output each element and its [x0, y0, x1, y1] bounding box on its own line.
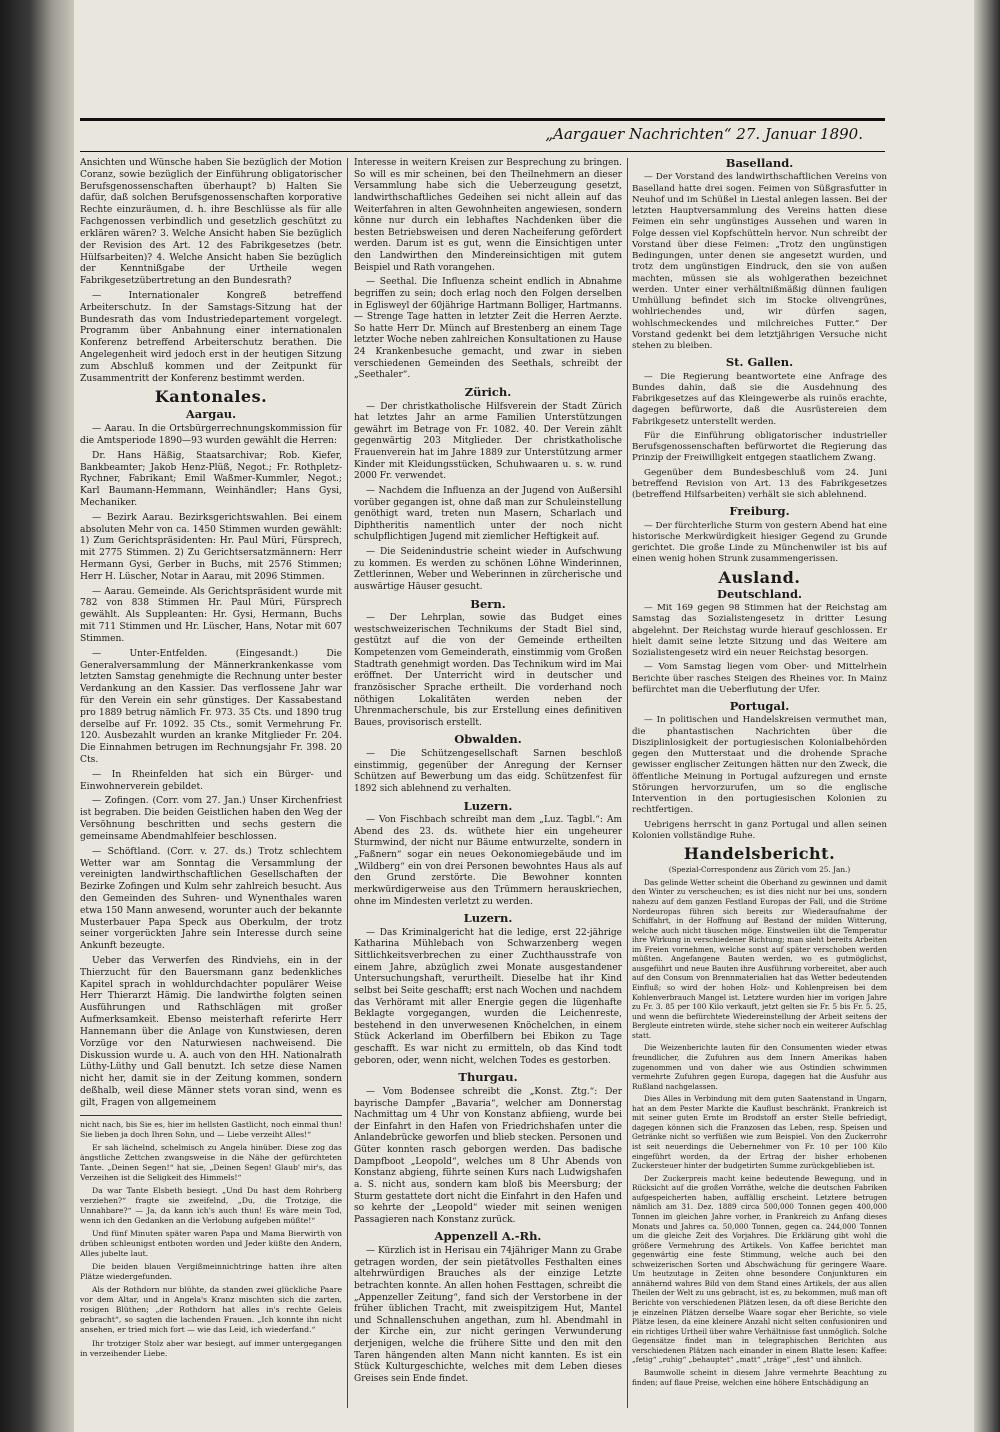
feuilleton-paragraph: Die beiden blauen Vergißmeinnichtringe hatten ihre alten Plätze wiedergefunden.	[80, 1262, 342, 1282]
paragraph: — Internationaler Kongreß betreffend Arbeiterschutz. In der Samstags-Sitzung hat der Bundesrath das vom Industriedepartement vorgelegt. Programm über Anbahnung einer internationalen Konferenz betreffend Arbeiterschutz berathen. Die Angelegenheit wird jedoch erst in der heutigen Sitzung zum Abschluß kommen und der Zeitpunkt für Zusammentritt der Konferenz bestimmt werden.	[80, 290, 342, 384]
feuilleton-paragraph: Als der Rothdorn nur blühte, da standen zwei glückliche Paare vor dem Altar, und in Angela's Kranz mischten sich die zarten, rosigen Blüthen; „der Rothdorn hat alles in's rechte Geleis gebracht“, so sagten die lachenden Frauen. „Ich konnte ihn nicht ansehen, er tried mich fort — wie das Leid, ich wiederfand.“	[80, 1285, 342, 1335]
paragraph: — In Rheinfelden hat sich ein Bürger- und Einwohnerverein gebildet.	[80, 769, 342, 792]
subheading-obwalden: Obwalden.	[454, 732, 522, 747]
subheading-appenzell: Appenzell A.-Rh.	[434, 1229, 542, 1244]
column-1	[80, 158, 342, 1362]
paragraph: — Die Seidenindustrie scheint wieder in Aufschwung zu kommen. Es werden zu schönen Löhne Winderinnen, Zettlerinnen, Weber und Weberinnen in zürcherische und auswärtige Häuser gesucht.	[354, 547, 622, 592]
paragraph: Interesse in weitern Kreisen zur Besprechung zu bringen. So will es mir scheinen, bei den Theilnehmern an dieser Versammlung habe sich die Ueberzeugung gesetzt, landwirthschaftliches Gedeihen sei nicht allein auf das Weiterfahren in alten Gewohnheiten angewiesen, sondern könne nur durch ein lebhaftes Nachdenken über die besten Betriebsweisen und deren Nacheiferung gefördert werden. Darum ist es gut, wenn die Einsichtigen unter den Landwirthen den Mindereinsichtigen mit gutem Beispiel und Rath vorangehen.	[354, 158, 622, 273]
subheading-aargau: Aargau.	[185, 407, 237, 422]
running-head	[80, 118, 885, 152]
paragraph: — Der fürchterliche Sturm von gestern Abend hat eine historische Merkwürdigkeit hiesiger Gegend zu Grunde gerichtet. Die große Linde zu Münchenwiler ist bis auf einen wenig hohen Strunk zusammengerissen.	[632, 520, 887, 565]
paragraph: Uebrigens herrscht in ganz Portugal und allen seinen Kolonien vollständige Ruhe.	[632, 819, 887, 841]
correspondence-note: (Spezial-Correspondenz aus Zürich vom 25. Jan.)	[668, 865, 851, 875]
paragraph: Ansichten und Wünsche haben Sie bezüglich der Motion Coranz, sowie bezüglich der Einführung obligatorischer Berufsgenossenschaften überhaupt? b) Halten Sie dafür, daß solchen Berufsgenossenschaften korporative Rechte einzuräumen, d. h. ihre Beschlüsse als für alle Fachgenossen verbindlich und gesetzlich geschützt zu erklären wären? 3. Welche Ansicht haben Sie bezüglich der Revision des Art. 12 des Fabrikgesetzes (betr. Hülfsarbeiten)? 4. Welche Ansicht haben Sie bezüglich der Kenntnißgabe der Urtheile wegen Fabrikgesetzübertretung an den Bundesrath?	[80, 158, 342, 287]
subheading-baselland: Baselland.	[725, 158, 794, 170]
paragraph: — Aarau. In die Ortsbürgerrechnungskommission für die Amtsperiode 1890—93 wurden gewählt die Herren:	[80, 424, 342, 446]
column-rule-1	[347, 158, 348, 1408]
subheading-thurgau: Thurgau.	[458, 1070, 518, 1085]
paragraph: — Mit 169 gegen 98 Stimmen hat der Reichstag am Samstag das Sozialistengesetz in dritter Lesung abgelehnt. Der Reichstag wurde hierauf geschlossen. Er hielt damit seine letzte Sitzung und das Weitere am Sozialistengesetz wird ein neuer Reichstag besorgen.	[632, 603, 887, 658]
column-rule-2	[627, 158, 628, 1408]
feuilleton-paragraph: Er sah lächelnd, schelmisch zu Angela hinüber. Diese zog das ängstliche Zettchen zwangsweise in die Nähe der gefürchteten Tante. „Deinen Segen!“ hat sie, „Deinen Segen! Glaub' mir's, das Verzeihen ist die Seligkeit des Himmels!“	[80, 1142, 342, 1182]
subheading-bern: Bern.	[470, 596, 506, 611]
feuilleton	[80, 1120, 342, 1359]
column-2	[354, 158, 622, 1389]
section-heading-kantonales: Kantonales.	[154, 387, 268, 407]
paragraph: Ueber das Verwerfen des Rindviehs, ein in der Thierzucht für den Bauersmann ganz bedenkliches Kapitel sprach in wohldurchdachter populärer Weise Herr Thierarzt Hämig. Die landwirthe folgten seinen Ausführungen und Rathschlägen mit großer Aufmerksamkeit. Ebenso meisterhaft referirte Herr Hannemann über die Anlage von Kunstwiesen, deren Vorzüge vor den Naturwiesen nachweisend. Die Diskussion wurde u. A. auch von den HH. Nationalrath Lüthy-Lüthy und Gall benutzt. Ich setze diese Namen nicht her, damit sie in der Zeitung kommen, sondern deßhalb, weil diese Männer stets voran sind, wenn es gilt, Fragen von allgemeinem	[80, 956, 342, 1108]
scan-left-edge	[0, 0, 74, 1432]
paragraph: — Schöftland. (Corr. v. 27. ds.) Trotz schlechtem Wetter war am Sonntag die Versammlung der vereinigten landwirthschaftlichen Gesellschaften der Bezirke Zofingen und Kulm sehr zahlreich besucht. Aus den Gemeinden des Suhren- und Wynenthales waren etwa 150 Mann anwesend, worunter auch der bekannte Musterbauer Papa Speck aus Oberkulm, der trotz seiner vorgerückten Jahre sein Interesse durch seine Ankunft bezeugte.	[80, 846, 342, 952]
feuilleton-paragraph: Ihr trotziger Stolz aber war besiegt, auf immer untergegangen in verzeihender Liebe.	[80, 1338, 342, 1358]
paragraph: — Vom Bodensee schreibt die „Konst. Ztg.“: Der bayrische Dampfer „Bavaria“, welcher am Donnerstag Nachmittag um 4 Uhr von Konstanz abfiieng, wurde bei der Einfahrt in den Hafen von Friedrichshafen unter die Anlandebrücke geworfen und blieb stecken. Personen und Güter konnten rasch geborgen werden. Das badische Dampfboot „Leopold“, welches um 8 Uhr Abends von Konstanz abgieng, führte seinen Kurs nach Ludwigshafen a. S. nicht aus, sondern kam bloß bis Meersburg; der Sturm gestattete dort nicht die Einfahrt in den Hafen und so kehrte der „Leopold“ wieder mit seinen wenigen Passagieren nach Konstanz zurück.	[354, 1086, 622, 1225]
scan-right-edge	[974, 0, 1000, 1432]
paragraph: Dr. Hans Häßig, Staatsarchivar; Rob. Kiefer, Bankbeamter; Jakob Henz-Plüß, Negot.; Fr. Rothpletz-Rychner, Fabrikant; Emil Waßmer-Kummler, Negot.; Karl Baumann-Hemmann, Weinhändler; Hans Gysi, Mechaniker.	[80, 450, 342, 508]
paragraph: — Zofingen. (Corr. vom 27. Jan.) Unser Kirchenfriest ist begraben. Die beiden Geistlichen haben den Weg der Versöhnung beschritten und sechs gestern die gemeinsame Abendmahlfeier beschlossen.	[80, 796, 342, 842]
paragraph: — Kürzlich ist in Herisau ein 74jähriger Mann zu Grabe getragen worden, der sein pietätvolles Festhalten eines altehrwürdigen Brauches als der einzige Letzte betrachten konnte. An allen hohen Festtagen, schreibt die „Appenzeller Zeitung“, fand sich der Verstorbene in der früher üblichen Tracht, mit zweispitzigem Hut, Mantel und Schnallenschuhen angethan, zum hl. Abendmahl in der Kirche ein, zur nicht geringen Verwunderung derjenigen, welche die frühere Sitte und den mit den Taren hängenden alten Mann nicht kannten. Es ist ein Stück Kulturgeschichte, welches mit dem Leben dieses Greises sein Ende findet.	[354, 1246, 622, 1384]
paragraph: — Aarau. Gemeinde. Als Gerichtspräsident wurde mit 782 von 838 Stimmen Hr. Paul Müri, Fürsprech gewählt. Als Suppleanten: Hr. Gysi, Hermann, Buchs mit 711 Stimmen und Hr. Lüscher, Hans, Notar mit 607 Stimmen.	[80, 586, 342, 644]
feuilleton-separator	[80, 1115, 342, 1116]
paragraph: Baumwolle scheint in diesem Jahre vermehrte Beachtung zu finden; auf flaue Preise, welchen eine höhere Entschädigung an	[632, 1367, 887, 1387]
feuilleton-paragraph: Da war Tante Elsbeth besiegt. „Und Du hast dem Rohrberg verziehen?“ fragte sie zweifelnd, „Du, die Trotzige, die Unnahbare?“ — Ja, da kann ich's auch thun! Es wäre mein Tod, wenn ich den Gedanken an die Verlobung aufgeben müßte!“	[80, 1185, 342, 1225]
paragraph: — Der christkatholische Hilfsverein der Stadt Zürich hat letztes Jahr an arme Familien Unterstützungen gewährt im Betrage von Fr. 1082. 40. Der Verein zählt gegenwärtig 203 Mitglieder. Der christkatholische Frauenverein hat im Jahre 1889 zur Unterstützung armer Kinder mit Kleidungsstücken, Schuhwaaren u. s. w. rund 2000 Fr. verwendet.	[354, 401, 622, 482]
feuilleton-paragraph: nicht nach, bis Sie es, hier im hellsten Gastlicht, noch einmal thun! Sie lieben ja doch Ihren Sohn, und — Liebe verzeiht Alles!“	[80, 1119, 342, 1139]
section-heading-ausland: Ausland.	[718, 567, 801, 587]
section-heading-handelsbericht: Handelsbericht.	[683, 844, 836, 863]
paragraph: — Seethal. Die Influenza scheint endlich in Abnahme begriffen zu sein; doch erlag noch den Folgen derselben in Eglisweyl der 60jährige Hartmann Bolliger, Hartmanns. — Strenge Tage hatten in letzter Zeit die Herren Aerzte. So hatte Herr Dr. Münch auf Brestenberg an einem Tage letzter Woche neben zahlreichen Konsultationen zu Hause 24 Krankenbesuche gemacht, und zwar in sieben verschiedenen Gemeinden des Seethals, schreibt der „Seethaler“.	[354, 277, 622, 381]
handelsbericht-body	[632, 865, 887, 1387]
paragraph: — Der Lehrplan, sowie das Budget eines westschweizerischen Technikums der Stadt Biel sind, gestützt auf die von der Gemeinde ertheilten Kompetenzen vom Gemeinderath, einstimmig vom Großen Stadtrath genehmigt worden. Das Technikum wird im Mai eröffnet. Der Unterricht wird in deutscher und französischer Sprache ertheilt. Die vorderhand noch nöthigen Lokalitäten werden neben der Uhrenmacherschule, bis zur Erstellung eines definitiven Baues, provisorisch erstellt.	[354, 613, 622, 728]
paragraph: — Die Regierung beantwortete eine Anfrage des Bundes dahin, daß sie die Ausdehnung des Fabrikgesetzes auf das Kleingewerbe als ruinös erachte, dagegen befürworte, daß die Ausrüstereien dem Fabrikgesetz unterstellt werden.	[632, 371, 887, 427]
paragraph: — In politischen und Handelskreisen vermuthet man, die phantastischen Nachrichten über die Disziplinlosigkeit der portugiesischen Kolonialbehörden gegen den Mutterstaat und die drohende Sprache gewisser englischer Zeitungen hätten nur den Zweck, die öffentliche Meinung in Portugal aufzuregen und ernste Störungen hervorzurufen, um so die englische Intervention in den portugiesischen Kolonien zu rechtfertigen.	[632, 715, 887, 816]
feuilleton-paragraph: Und fünf Minuten später waren Papa und Mama Bierwirth von drüben schleunigst entboten worden und Jeder küßte den Andern, Alles jubelte laut.	[80, 1229, 342, 1259]
paragraph: — Nachdem die Influenza an der Jugend von Außersihl vorüber gegangen ist, ohne daß man zur Schuleinstellung genöthigt ward, treten nun Masern, Scharlach und Diphtheritis namentlich unter der noch nicht schulpflichtigen Jugend mit ziemlicher Heftigkeit auf.	[354, 485, 622, 543]
subheading-deutschland: Deutschland.	[716, 586, 803, 601]
paragraph: Gegenüber dem Bundesbeschluß vom 24. Juni betreffend Revision von Art. 13 des Fabrikgesetzes (betreffend Hilfsarbeiten) verhält sie sich ablehnend.	[632, 467, 887, 500]
subheading-zuerich: Zürich.	[464, 384, 512, 399]
paragraph: Dies Alles in Verbindung mit dem guten Saatenstand in Ungarn, hat an dem Pester Markte die Kauflust beschränkt. Frankreich ist mit seiner guten Ernte im Brodstoff an erster Stelle befriedigt, dagegen können sich die Franzosen das Leben, resp. Speisen und Getränke nicht so verfüßen wie zum Beispiel. Von den Zuckerrohr ist seit neuerdings die Uebernehmer von Fr. 10 per 100 Kilo eingeführt worden, da der Ertrag der bisher erhobenen Zuckersteuer hinter der budgetirten Summe zurückgeblieben ist.	[632, 1094, 887, 1171]
paragraph: — Vom Samstag liegen vom Ober- und Mittelrhein Berichte über rasches Steigen des Rheines vor. In Mainz befürchtet man die Ueberflutung der Ufer.	[632, 662, 887, 695]
subheading-freiburg: Freiburg.	[729, 504, 790, 519]
paragraph: Für die Einführung obligatorischer industrieller Berufsgenossenschaften befürwortet die Regierung das Prinzip der Freiwilligkeit entgegen staatlichem Zwang.	[632, 430, 887, 464]
subheading-luzern: Luzern.	[463, 911, 513, 926]
subheading-portugal: Portugal.	[729, 699, 790, 713]
subheading-luzern: Luzern.	[463, 798, 513, 813]
column-3	[632, 158, 887, 1390]
paragraph: Der Zuckerpreis macht keine bedeutende Bewegung, und in Rücksicht auf die großen Vorräthe, welche die deutschen Fabriken aufgespeicherten haben, auffällig erscheint. Letztere betrugen nämlich am 31. Dez. 1889 circa 500,000 Tonnen gegen 400,000 Tonnen im gleichen Jahre vorher, in Frankreich zu Anfang dieses Monats und Jahres ca. 50,000 Tonnen, gegen ca. 244,000 Tonnen um die gleiche Zeit des Vorjahres. Die Erklärung gibt wohl die größere Vermehrung des Artikels. Von Kaffee berichtet man gegenwärtig eine feste Stimmung, welche auch bei den schweizerischen Sorten und Abschwächung für geringere Waare. Um heutzutage in Zeiten ohne besondere Conjunkturen ein annähernd wahres Bild von dem Stand eines Artikels, der aus allen Theilen der Welt zu uns gebracht, ist es, zu bekommen, muß man oft Berichte von verschiedenen Plätzen lesen, da oft diese Berichte den je einzelnen Plätzen derselbe Waare sogar eher Berichte, so viele Plätze lesen, da eine kleinere Anzahl nicht selten confusioniren und ein richtiges Urtheil über wahre Verhältnisse fast unmöglich. Solche Gegensätze findet man in telegraphischen Berichten aus verschiedenen Plätzen nach einander in einem Blatte lesen: Kaffee: „fetig“ „ruhig“ „behauptet“ „matt“ „träge“ „fest“ und ähnlich.	[632, 1173, 887, 1365]
paragraph: — Der Vorstand des landwirthschaftlichen Vereins von Baselland hatte drei sogen. Feimen von Süßgrasfutter in Neuhof und im Schüßel in Liestal anlegen lassen. Bei der letzten Hauptversammlung des Vereins hatten diese Feimen ein sehr ungünstiges Aussehen und waren in Folge dessen viel Kopfschütteln hervor. Nun schreibt der Vorstand über diese Feimen: „Trotz den ungünstigen Bedingungen, unter denen sie angesetzt wurden, und trotz dem ungünstigen Eindruck, den sie von außen machten, müssen sie als wohlgerathen bezeichnet werden. Unter einer verhältnißmäßig dünnen fauligen Umhüllung befindet sich im Stocke olivengrünes, wohlriechendes und, wir dürfen sagen, wohlschmeckendes und milchreiches Futter.“ Der Vorstand gedenkt bei dem letztjährigen Versuche nicht stehen zu bleiben.	[632, 172, 887, 351]
paragraph: — Das Kriminalgericht hat die ledige, erst 22-jährige Katharina Mühlebach von Schwarzenberg wegen Sittlichkeitsverbrechen zu einer Zuchthausstrafe von einem Jahre, abzüglich zwei Monate ausgestandener Untersuchungshaft, verurtheilt. Dieselbe hat ihr Kind selbst bei Seite geschafft; erst nach Wochen und nachdem das Verhöramt mit aller Energie gegen die lügenhafte Beklagte vorgegangen, wurden die Leichenreste, bestehend in den unverwesenen Knöchelchen, in einem Stück Ackerland im Oberfilbern bei Ebikon zu Tage geschafft. Es war nicht zu ermitteln, ob das Kind todt geboren, oder, wenn nicht, welchen Todes es gestorben.	[354, 927, 622, 1066]
running-head-text: „Aargauer Nachrichten“ 27. Januar 1890.	[545, 125, 863, 143]
paragraph: — Die Schützengesellschaft Sarnen beschloß einstimmig, gegenüber der Anregung der Kernser Schützen auf Bewerbung um das eidg. Schützenfest für 1892 sich ablehnend zu verhalten.	[354, 749, 622, 794]
paragraph: Die Weizenberichte lauten für den Consumenten wieder etwas freundlicher, die Zufuhren aus dem Innern Amerikas haben zugenommen und von daher wie aus Ostindien schwimmen vermehrte Zufuhren gegen Europa, dagegen hat die Ausfuhr aus Rußland nachgelassen.	[632, 1043, 887, 1091]
paragraph: — Unter-Entfelden. (Eingesandt.) Die Generalversammlung der Männerkrankenkasse vom letzten Samstag genehmigte die Rechnung unter bester Verdankung an den Kassier. Das verflossene Jahr war für den Verein ein sehr günstiges. Der Kassabestand pro 1889 betrug nämlich Fr. 973. 35 Cts. und 1890 trug derselbe auf Fr. 1092. 35 Cts., somit Vermehrung Fr. 120. Ausbezahlt wurden an kranke Mitglieder Fr. 204. Die Einnahmen betrugen im Rechnungsjahr Fr. 398. 20 Cts.	[80, 648, 342, 765]
paragraph: — Bezirk Aarau. Bezirksgerichtswahlen. Bei einem absoluten Mehr von ca. 1450 Stimmen wurden gewählt: 1) Zum Gerichtspräsidenten: Hr. Paul Müri, Fürsprech, mit 2775 Stimmen. 2) Zu Gerichtsersatzmännern: Herr Hermann Gysi, Gerber in Buchs, mit 2576 Stimmen; Herr H. Lüscher, Notar in Aarau, mit 2096 Stimmen.	[80, 512, 342, 582]
paragraph: — Von Fischbach schreibt man dem „Luz. Tagbl.“: Am Abend des 23. ds. wüthete hier ein ungeheurer Sturmwind, der nicht nur Bäume entwurzelte, sondern in „Faßnern“ sogar ein neues Oekonomiegebäude und im „Wildberg“ ein von drei Personen bewohntes Haus als auf den Grund zerstörte. Die Bewohner konnten merkwürdigerweise aus den Trümmern herauskriechen, ohne im Mindesten verletzt zu werden.	[354, 815, 622, 907]
paragraph: Das gelinde Wetter scheint die Oberhand zu gewinnen und damit den Winter zu verscheuchen; es ist dies nicht nur bei uns, sondern nahezu auf dem ganzen Festland Europas der Fall, und die Ströme Nordeuropas führen sich bereits zur Wiederaufnahme der Schiffahrt, in der Hoffnung auf Bestand der milden Witterung, welche auch nicht täuschen möge. Einstweilen übt die Temperatur ihre Wirkung in verschiedener Richtung; man sieht bereits Arbeiten im Freien vornehmen, welche sonst auf später verschoben werden müßten. Angefangene Bauten werden, wo es gutmöglichst, ausgeführt und neue Bauten ihre Ausführung vorbereitet, aber auch auf den Consum von Brennmaterialien hat das Wetter bedeutenden Einfluß; so wird der hohen Holz- und Kohlenpreisen bei dem Kohlenverbrauch Mangel ist. Letztere wurden hier im vorigen Jahre zu Fr. 3. 85 per 100 Kilo verkauft, jetzt gelten sie Fr. 5 bis Fr. 5. 25, und wenn die befürchtete Wiedereinstellung der Arbeit seitens der Bergleute eintreten würde, stehe sicher noch ein weiterer Aufschlag statt.	[632, 877, 887, 1040]
subheading-st-gallen: St. Gallen.	[725, 355, 794, 370]
